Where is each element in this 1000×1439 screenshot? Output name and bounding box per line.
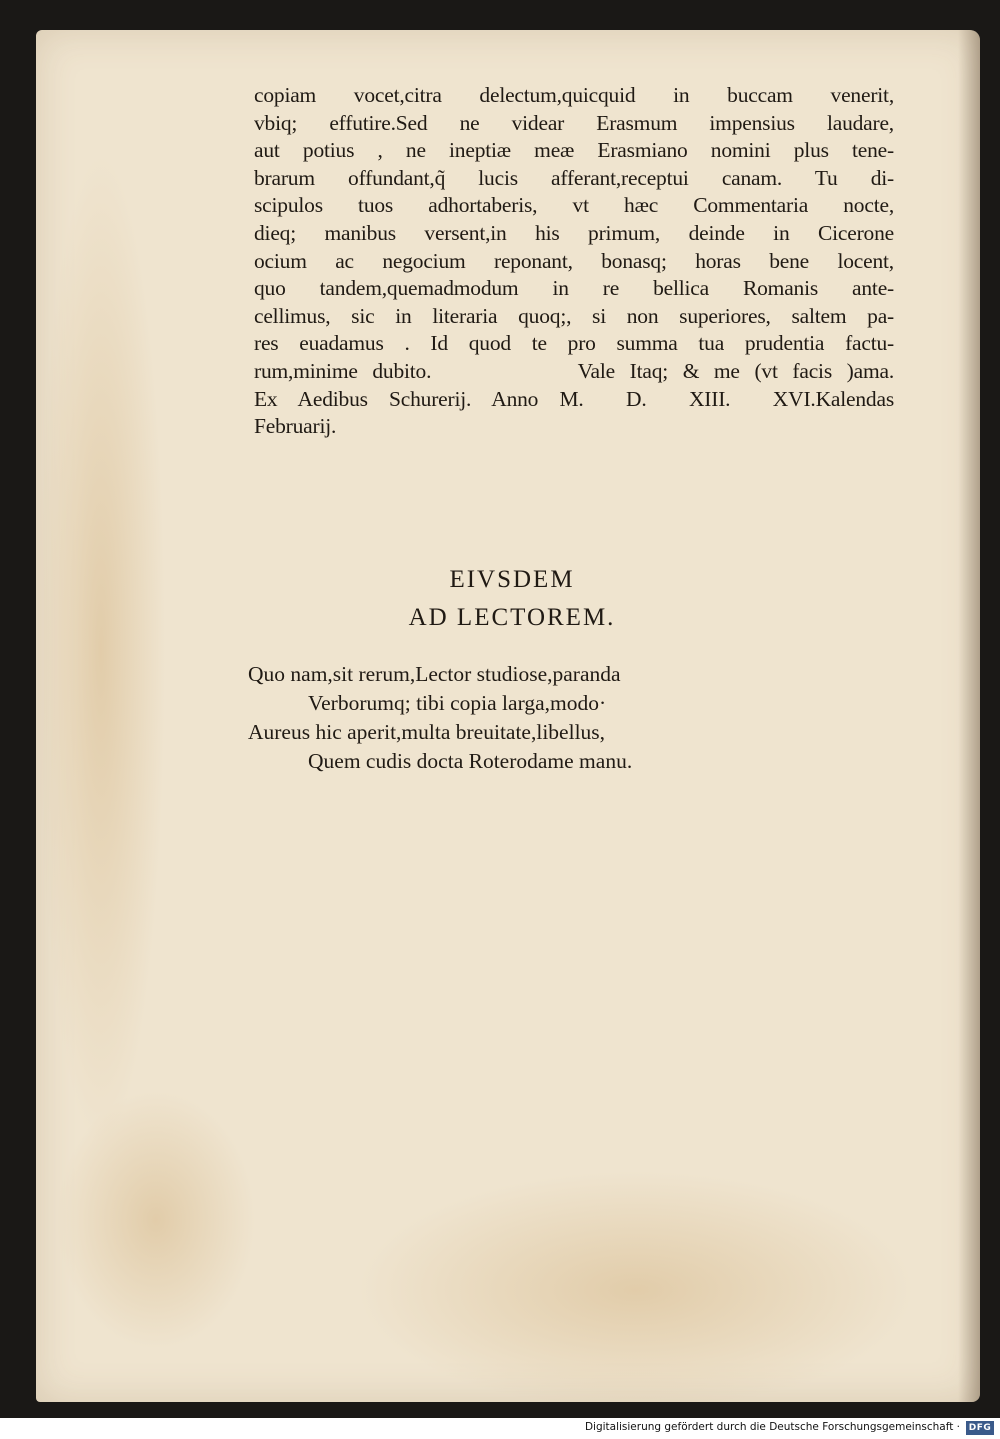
verse-line: Aureus hic aperit,multa breuitate,libellus,	[248, 720, 606, 744]
body-text	[254, 82, 894, 441]
text-line: scipulos tuos adhortaberis, vt hæc Commentaria nocte,	[254, 193, 894, 218]
text-line: aut potius , ne ineptiæ meæ Erasmiano nomini plus tene-	[254, 138, 894, 163]
text-line: copiam vocet,citra delectum,quicquid in buccam venerit,	[254, 83, 894, 107]
paper-stain	[356, 1170, 916, 1402]
section-heading: EIVSDEM	[449, 566, 575, 593]
paper-stain	[56, 1090, 256, 1350]
text-line: Ex Aedibus Schurerij. Anno M. D. XIII. XVI.Kalendas	[254, 386, 894, 411]
text-line: brarum offundant,q̃ lucis afferant,receptui canam. Tu di-	[254, 165, 894, 190]
section-subheading: AD LECTOREM.	[408, 604, 616, 631]
text-line: ocium ac negocium reponant, bonasq; horas bene locent,	[254, 248, 894, 273]
page-edge-shadow	[958, 30, 980, 1402]
verse-line: Quem cudis docta Roterodame manu.	[308, 749, 633, 773]
footer-bar	[0, 1418, 1000, 1439]
verse-line: Verborumq; tibi copia larga,modo·	[308, 691, 607, 715]
text-line: Februarij.	[254, 414, 337, 439]
funding-credit: Digitalisierung gefördert durch die Deutsche Forschungsgemeinschaft ·	[584, 1421, 960, 1433]
text-line: rum,minime dubito. Vale Itaq; & me (vt facis )ama.	[254, 358, 894, 383]
text-line: vbiq; effutire.Sed ne videar Erasmum impensius laudare,	[254, 110, 894, 135]
text-line: res euadamus . Id quod te pro summa tua prudentia factu-	[254, 331, 894, 356]
dfg-logo: DFG	[966, 1421, 994, 1435]
text-line: cellimus, sic in literaria quoq;, si non superiores, saltem pa-	[254, 303, 894, 328]
verse-line: Quo nam,sit rerum,Lector studiose,paranda	[248, 662, 621, 686]
text-line: quo tandem,quemadmodum in re bellica Romanis ante-	[254, 276, 894, 301]
verse-epigram	[248, 660, 632, 776]
paper-stain	[36, 150, 166, 1150]
text-line: dieq; manibus versent,in his primum, deinde in Cicerone	[254, 220, 894, 245]
